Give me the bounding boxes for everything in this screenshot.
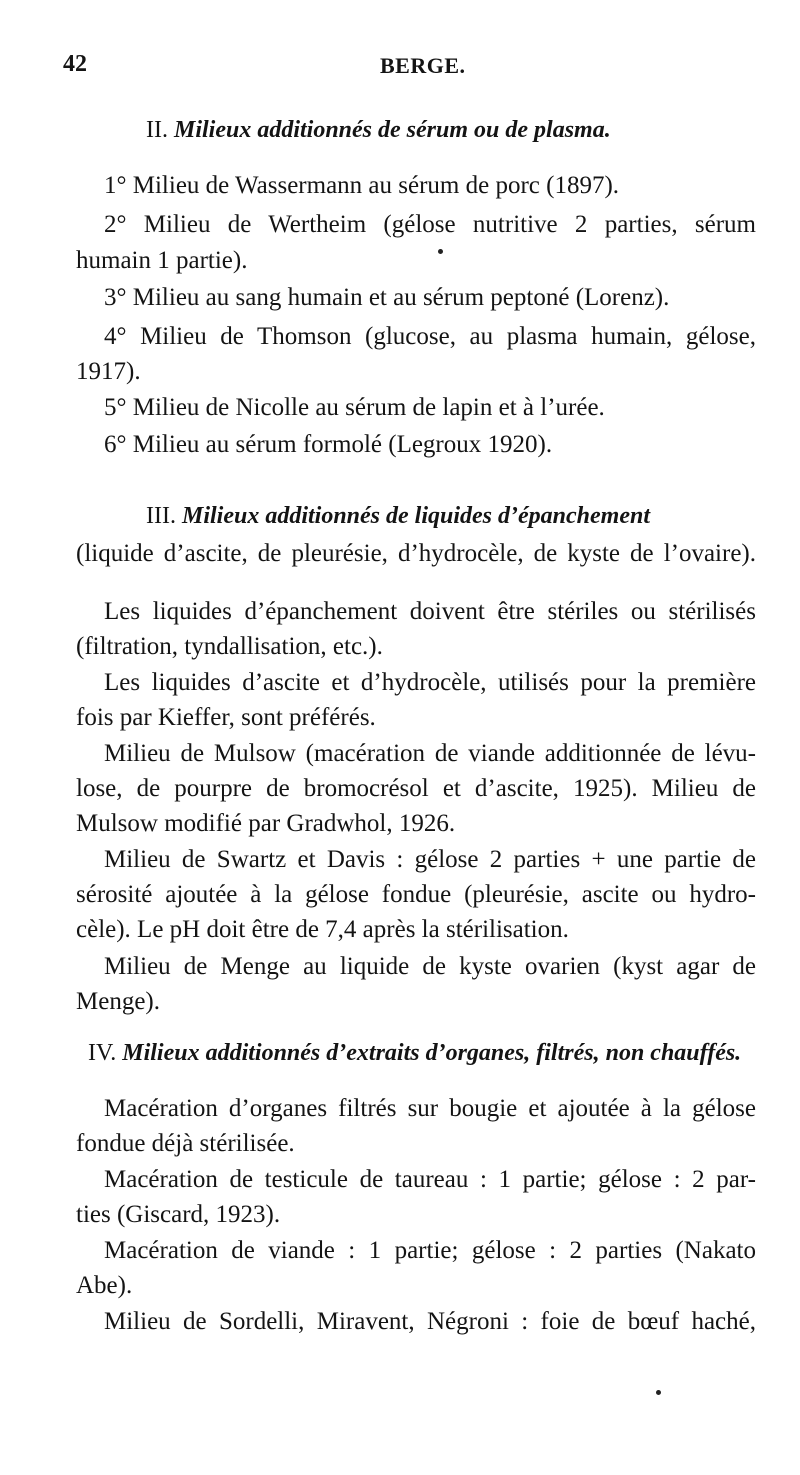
section-ii-item: humain 1 partie). <box>76 247 248 274</box>
section-iii-title: Milieux additionnés de liquides d’épanchement <box>181 503 650 529</box>
section-iii-numeral: III. <box>146 503 176 529</box>
section-iv-line: Abe). <box>76 1272 133 1299</box>
section-ii-item: 6° Milieu au sérum formolé (Legroux 1920). <box>104 431 553 458</box>
section-iii-line: Milieu de Swartz et Davis : gélose 2 parties + une partie de <box>104 846 756 873</box>
section-iii-line: (filtration, tyndallisation, etc.). <box>76 633 383 660</box>
section-iv-line: Macération de testicule de taureau : 1 partie; gélose : 2 par- <box>104 1166 756 1193</box>
section-iii-line: Milieu de Mulsow (macération de viande additionnée de lévu- <box>104 740 756 767</box>
section-iv-line: Milieu de Sordelli, Miravent, Négroni : foie de bœuf haché, <box>104 1308 756 1335</box>
section-iv-heading <box>88 1040 741 1067</box>
section-iv-title: Milieux additionnés d’extraits d’organes, filtrés, non chauffés. <box>122 1040 742 1066</box>
running-title: BERGE. <box>380 53 466 78</box>
section-ii-title: Milieux additionnés de sérum ou de plasma. <box>173 117 611 143</box>
section-ii-item: 4° Milieu de Thomson (glucose, au plasma humain, gélose, <box>104 323 756 350</box>
section-iv-line: Macération de viande : 1 partie; gélose : 2 parties (Nakato <box>104 1237 756 1264</box>
section-ii-item: 3° Milieu au sang humain et au sérum peptoné (Lorenz). <box>104 284 670 311</box>
section-iii-line: Menge). <box>76 988 160 1015</box>
section-iii-heading <box>146 503 650 530</box>
section-iv-line: ties (Giscard, 1923). <box>76 1201 281 1228</box>
section-iii-line: Mulsow modifié par Gradwhol, 1926. <box>76 810 456 837</box>
section-iii-line: Milieu de Menge au liquide de kyste ovarien (kyst agar de <box>104 953 756 980</box>
ink-speck <box>656 1390 661 1395</box>
section-ii-item: 1° Milieu de Wassermann au sérum de porc (1897). <box>104 172 620 199</box>
section-iii-line: Les liquides d’épanchement doivent être stériles ou stérilisés <box>104 598 756 625</box>
section-iv-line: Macération d’organes filtrés sur bougie et ajoutée à la gélose <box>104 1095 756 1122</box>
section-ii-numeral: II. <box>146 117 168 143</box>
ink-speck <box>438 249 443 254</box>
section-ii-heading <box>146 117 611 144</box>
section-iii-line: lose, de pourpre de bromocrésol et d’ascite, 1925). Milieu de <box>76 775 756 802</box>
section-iii-line: cèle). Le pH doit être de 7,4 après la stérilisation. <box>76 916 569 943</box>
section-iii-line: Les liquides d’ascite et d’hydrocèle, utilisés pour la première <box>104 669 756 696</box>
section-iv-numeral: IV. <box>88 1040 117 1066</box>
section-iv-line: fondue déjà stérilisée. <box>76 1130 295 1157</box>
section-iii-subtitle: (liquide d’ascite, de pleurésie, d’hydrocèle, de kyste de l’ovaire). <box>76 540 756 567</box>
page-number: 42 <box>63 51 87 77</box>
section-ii-item: 1917). <box>76 358 141 385</box>
section-ii-item: 5° Milieu de Nicolle au sérum de lapin et à l’urée. <box>104 394 605 421</box>
section-iii-line: sérosité ajoutée à la gélose fondue (pleurésie, ascite ou hydro- <box>76 881 756 908</box>
section-ii-item: 2° Milieu de Wertheim (gélose nutritive 2 parties, sérum <box>104 211 756 238</box>
section-iii-line: fois par Kieffer, sont préférés. <box>76 704 376 731</box>
